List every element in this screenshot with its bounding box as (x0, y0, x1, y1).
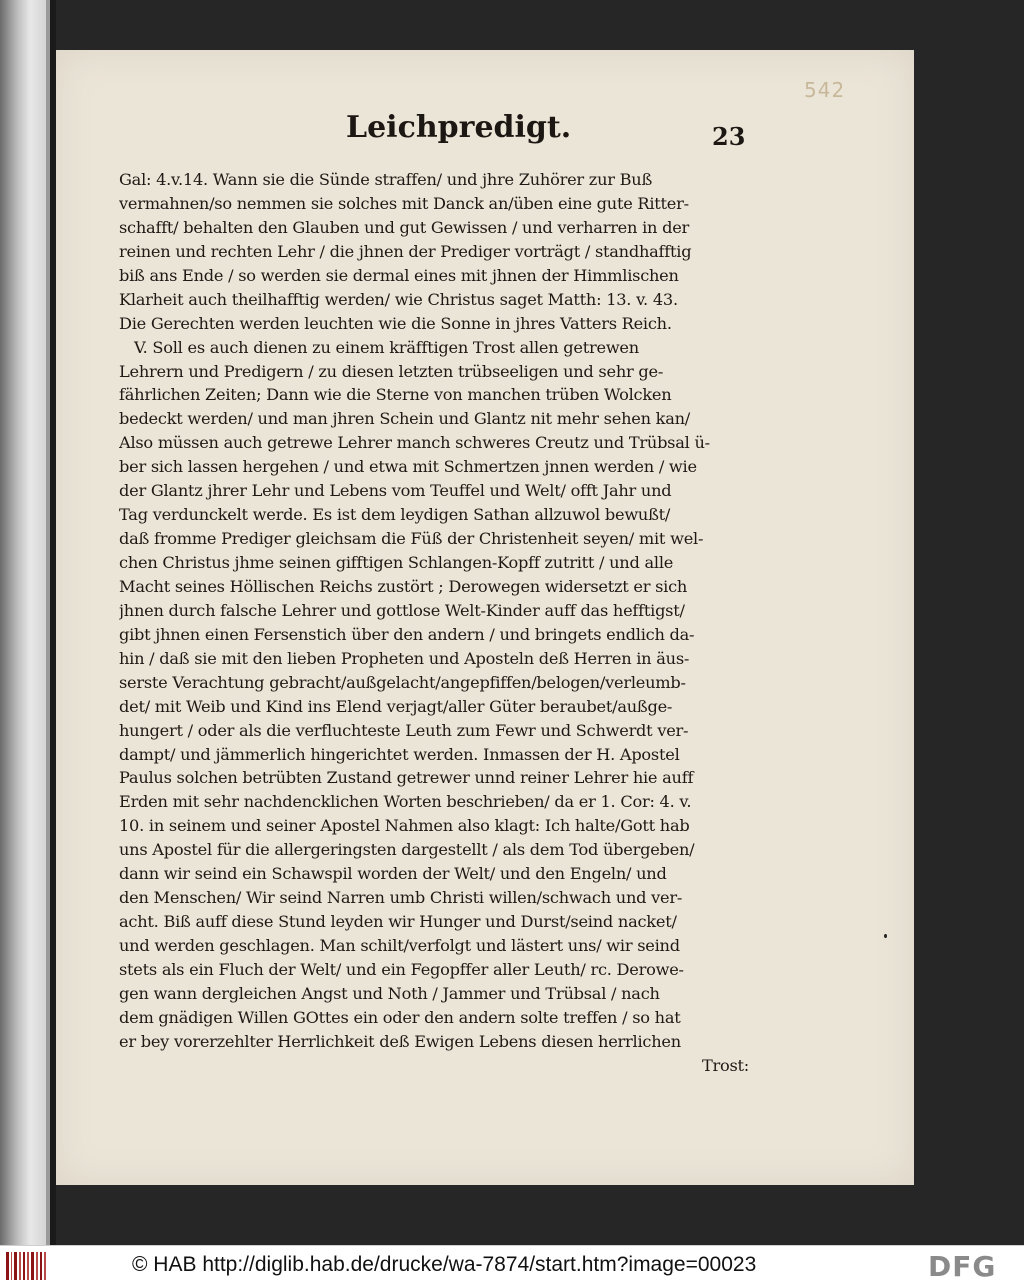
text-line: reinen und rechten Lehr / die jhnen der Prediger vorträgt / standhafftig (119, 241, 692, 261)
book-page (56, 50, 914, 1185)
paragraph-start-line: V. Soll es auch dienen zu einem kräfftigen Trost allen getrewen (134, 337, 639, 357)
text-line: hungert / oder als die verfluchteste Leuth zum Fewr und Schwerdt ver- (119, 720, 689, 740)
text-line: der Glantz jhrer Lehr und Lebens vom Teuffel und Welt/ offt Jahr und (119, 481, 672, 501)
text-line: Also müssen auch getrewe Lehrer manch schweres Creutz und Trübsal ü- (119, 433, 710, 453)
text-line: bedeckt werden/ und man jhren Schein und Glantz nit mehr sehen kan/ (119, 409, 690, 429)
text-line: dem gnädigen Willen GOttes ein oder den andern solte treffen / so hat (119, 1007, 681, 1027)
text-line: Paulus solchen betrübten Zustand getrewer unnd reiner Lehrer hie auff (119, 768, 694, 788)
text-line: schafft/ behalten den Glauben und gut Gewissen / und verharren in der (119, 217, 690, 237)
text-line: det/ mit Weib und Kind ins Elend verjagt/aller Güter beraubet/außge- (119, 696, 673, 716)
text-line: daß fromme Prediger gleichsam die Füß der Christenheit seyen/ mit wel- (119, 529, 704, 549)
text-line: Klarheit auch theilhafftig werden/ wie Christus saget Matth: 13. v. 43. (119, 289, 678, 309)
source-credit: © HAB http://diglib.hab.de/drucke/wa-7874/start.htm?image=00023 (132, 1253, 757, 1276)
text-line: Gal: 4.v.14. Wann sie die Sünde straffen/ und jhre Zuhörer zur Buß (119, 170, 653, 189)
ink-speck (884, 934, 887, 938)
viewer-footer (0, 1245, 1024, 1286)
text-line: uns Apostel für die allergeringsten dargestellt / als dem Tod übergeben/ (119, 840, 695, 860)
text-line: Macht seines Höllischen Reichs zustört ; Derowegen widersetzt er sich (119, 576, 688, 596)
text-line: Lehrern und Predigern / zu diesen letzten trübseeligen und sehr ge- (119, 361, 664, 381)
text-line: er bey vorerzehlter Herrlichkeit deß Ewigen Lebens diesen herrlichen (119, 1031, 681, 1051)
text-line: serste Verachtung gebracht/außgelacht/angepfiffen/belogen/verleumb- (119, 672, 686, 692)
text-line: gibt jhnen einen Fersenstich über den andern / und bringets endlich da- (119, 624, 695, 644)
folio-mark: 542 (804, 78, 846, 102)
text-line: 10. in seinem und seiner Apostel Nahmen also klagt: Ich halte/Gott hab (119, 816, 690, 836)
text-line: stets als ein Fluch der Welt/ und ein Fegopffer aller Leuth/ rc. Derowe- (119, 959, 684, 979)
text-line: fährlichen Zeiten; Dann wie die Sterne von manchen trüben Wolcken (119, 385, 672, 405)
text-line: vermahnen/so nemmen sie solches mit Danck an/üben eine gute Ritter- (119, 193, 689, 213)
text-line: dann wir seind ein Schawspil worden der Welt/ und den Engeln/ und (119, 864, 667, 884)
text-line: dampt/ und jämmerlich hingerichtet werden. Inmassen der H. Apostel (119, 744, 680, 764)
dfg-logo: DFG (928, 1250, 997, 1283)
text-line: Die Gerechten werden leuchten wie die Sonne in jhres Vatters Reich. (119, 313, 672, 333)
library-logo-icon (6, 1252, 46, 1280)
text-line: den Menschen/ Wir seind Narren umb Christi willen/schwach und ver- (119, 888, 683, 908)
text-line: gen wann dergleichen Angst und Noth / Jammer und Trübsal / nach (119, 983, 660, 1003)
text-line: Erden mit sehr nachdencklichen Worten beschrieben/ da er 1. Cor: 4. v. (119, 792, 692, 812)
text-line: chen Christus jhme seinen gifftigen Schlangen-Kopff zutritt / und alle (119, 553, 674, 572)
text-line: und werden geschlagen. Man schilt/verfolgt und lästert uns/ wir seind (119, 936, 680, 955)
text-line: Tag verdunckelt werde. Es ist dem leydigen Sathan allzuwol bewußt/ (119, 505, 671, 525)
body-text (119, 168, 749, 1078)
text-line: ber sich lassen hergehen / und etwa mit Schmertzen jnnen werden / wie (119, 457, 697, 477)
page-number: 23 (712, 122, 746, 151)
text-line: jhnen durch falsche Lehrer und gottlose Welt-Kinder auff das hefftigst/ (119, 600, 685, 620)
running-head: Leichpredigt. (346, 110, 572, 145)
text-line: biß ans Ende / so werden sie dermal eines mit jhnen der Himmlischen (119, 265, 679, 285)
facing-page-edge (0, 0, 50, 1245)
text-line: acht. Biß auff diese Stund leyden wir Hunger und Durst/seind nacket/ (119, 912, 677, 932)
text-line: hin / daß sie mit den lieben Propheten und Aposteln deß Herren in äus- (119, 648, 690, 668)
catchword: Trost: (701, 1055, 749, 1075)
